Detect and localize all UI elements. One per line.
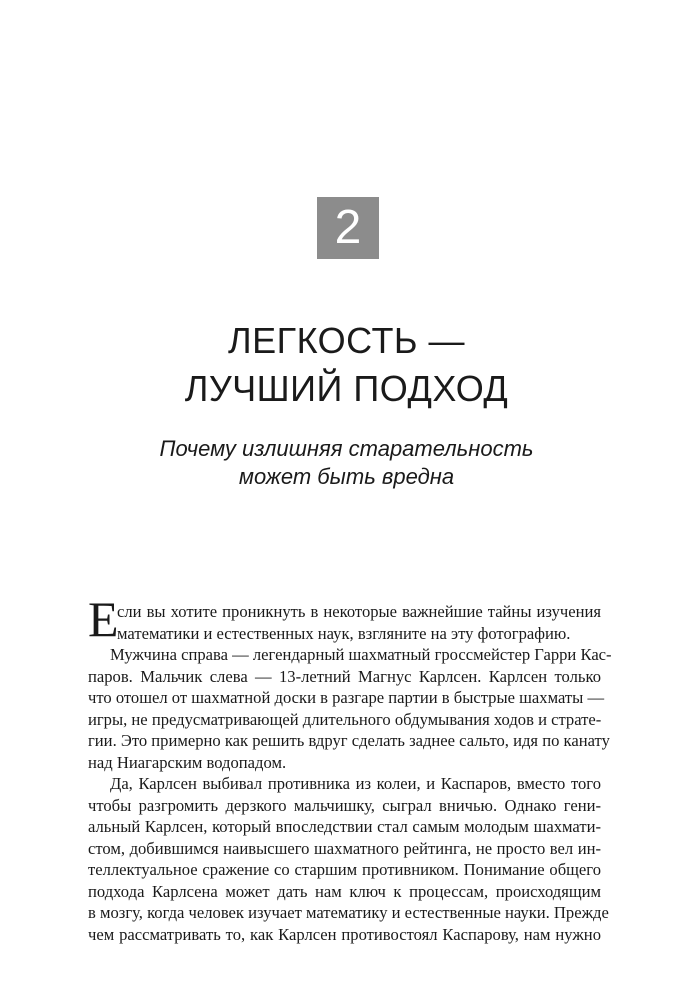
paragraph-2-line: паров. Мальчик слева — 13-летний Магнус Карлсен. Карлсен только (88, 666, 601, 686)
drop-cap: Е (88, 591, 119, 647)
paragraph-2-line: гии. Это примерно как решить вдруг сделать заднее сальто, идя по канату (88, 731, 610, 750)
paragraph-3-line: теллектуальное сражение со старшим противником. Понимание общего (88, 860, 601, 879)
paragraph-3-line: стом, добившимся наивысшего шахматного рейтинга, не просто вел ин- (88, 838, 601, 858)
chapter-subtitle (0, 435, 693, 491)
chapter-title-line-1: ЛЕГКОСТЬ — (227, 320, 466, 361)
chapter-title (0, 317, 693, 413)
paragraph-1-line: сли вы хотите проникнуть в некоторые важнейшие тайны изучения (117, 602, 601, 621)
paragraph-2-line: Мужчина справа — легендарный шахматный гроссмейстер Гарри Кас- (110, 645, 612, 664)
chapter-number: 2 (317, 197, 379, 259)
paragraph-2-line: игры, не предусматривающей длительного обдумывания ходов и страте- (88, 709, 602, 729)
paragraph-1-line: математики и естественных наук, взгляните на эту фотографию. (117, 623, 571, 643)
paragraph-3-line: альный Карлсен, который впоследствии стал самым молодым шахмати- (88, 817, 601, 836)
paragraph-3-line: чтобы разгромить дерзкого мальчишку, сыграл вничью. Однако гени- (88, 795, 601, 815)
paragraph-2-line: что отошел от шахматной доски в разгаре партии в быстрые шахматы — (88, 688, 605, 707)
body-text (88, 601, 612, 945)
paragraph-2-line: над Ниагарским водопадом. (88, 752, 287, 772)
paragraph-3-line: Да, Карлсен выбивал противника из колеи, и Каспаров, вместо того (110, 774, 601, 793)
chapter-subtitle-line-1: Почему излишняя старательность (159, 436, 534, 461)
chapter-title-line-2: ЛУЧШИЙ ПОДХОД (184, 368, 509, 409)
paragraph-3-line: подхода Карлсена может дать нам ключ к процессам, происходящим (88, 881, 601, 901)
chapter-subtitle-line-2: может быть вредна (238, 464, 455, 489)
paragraph-3-line: в мозгу, когда человек изучает математику и естественные науки. Прежде (88, 903, 609, 922)
paragraph-3-line: чем рассматривать то, как Карлсен противостоял Каспарову, нам нужно (88, 924, 601, 944)
